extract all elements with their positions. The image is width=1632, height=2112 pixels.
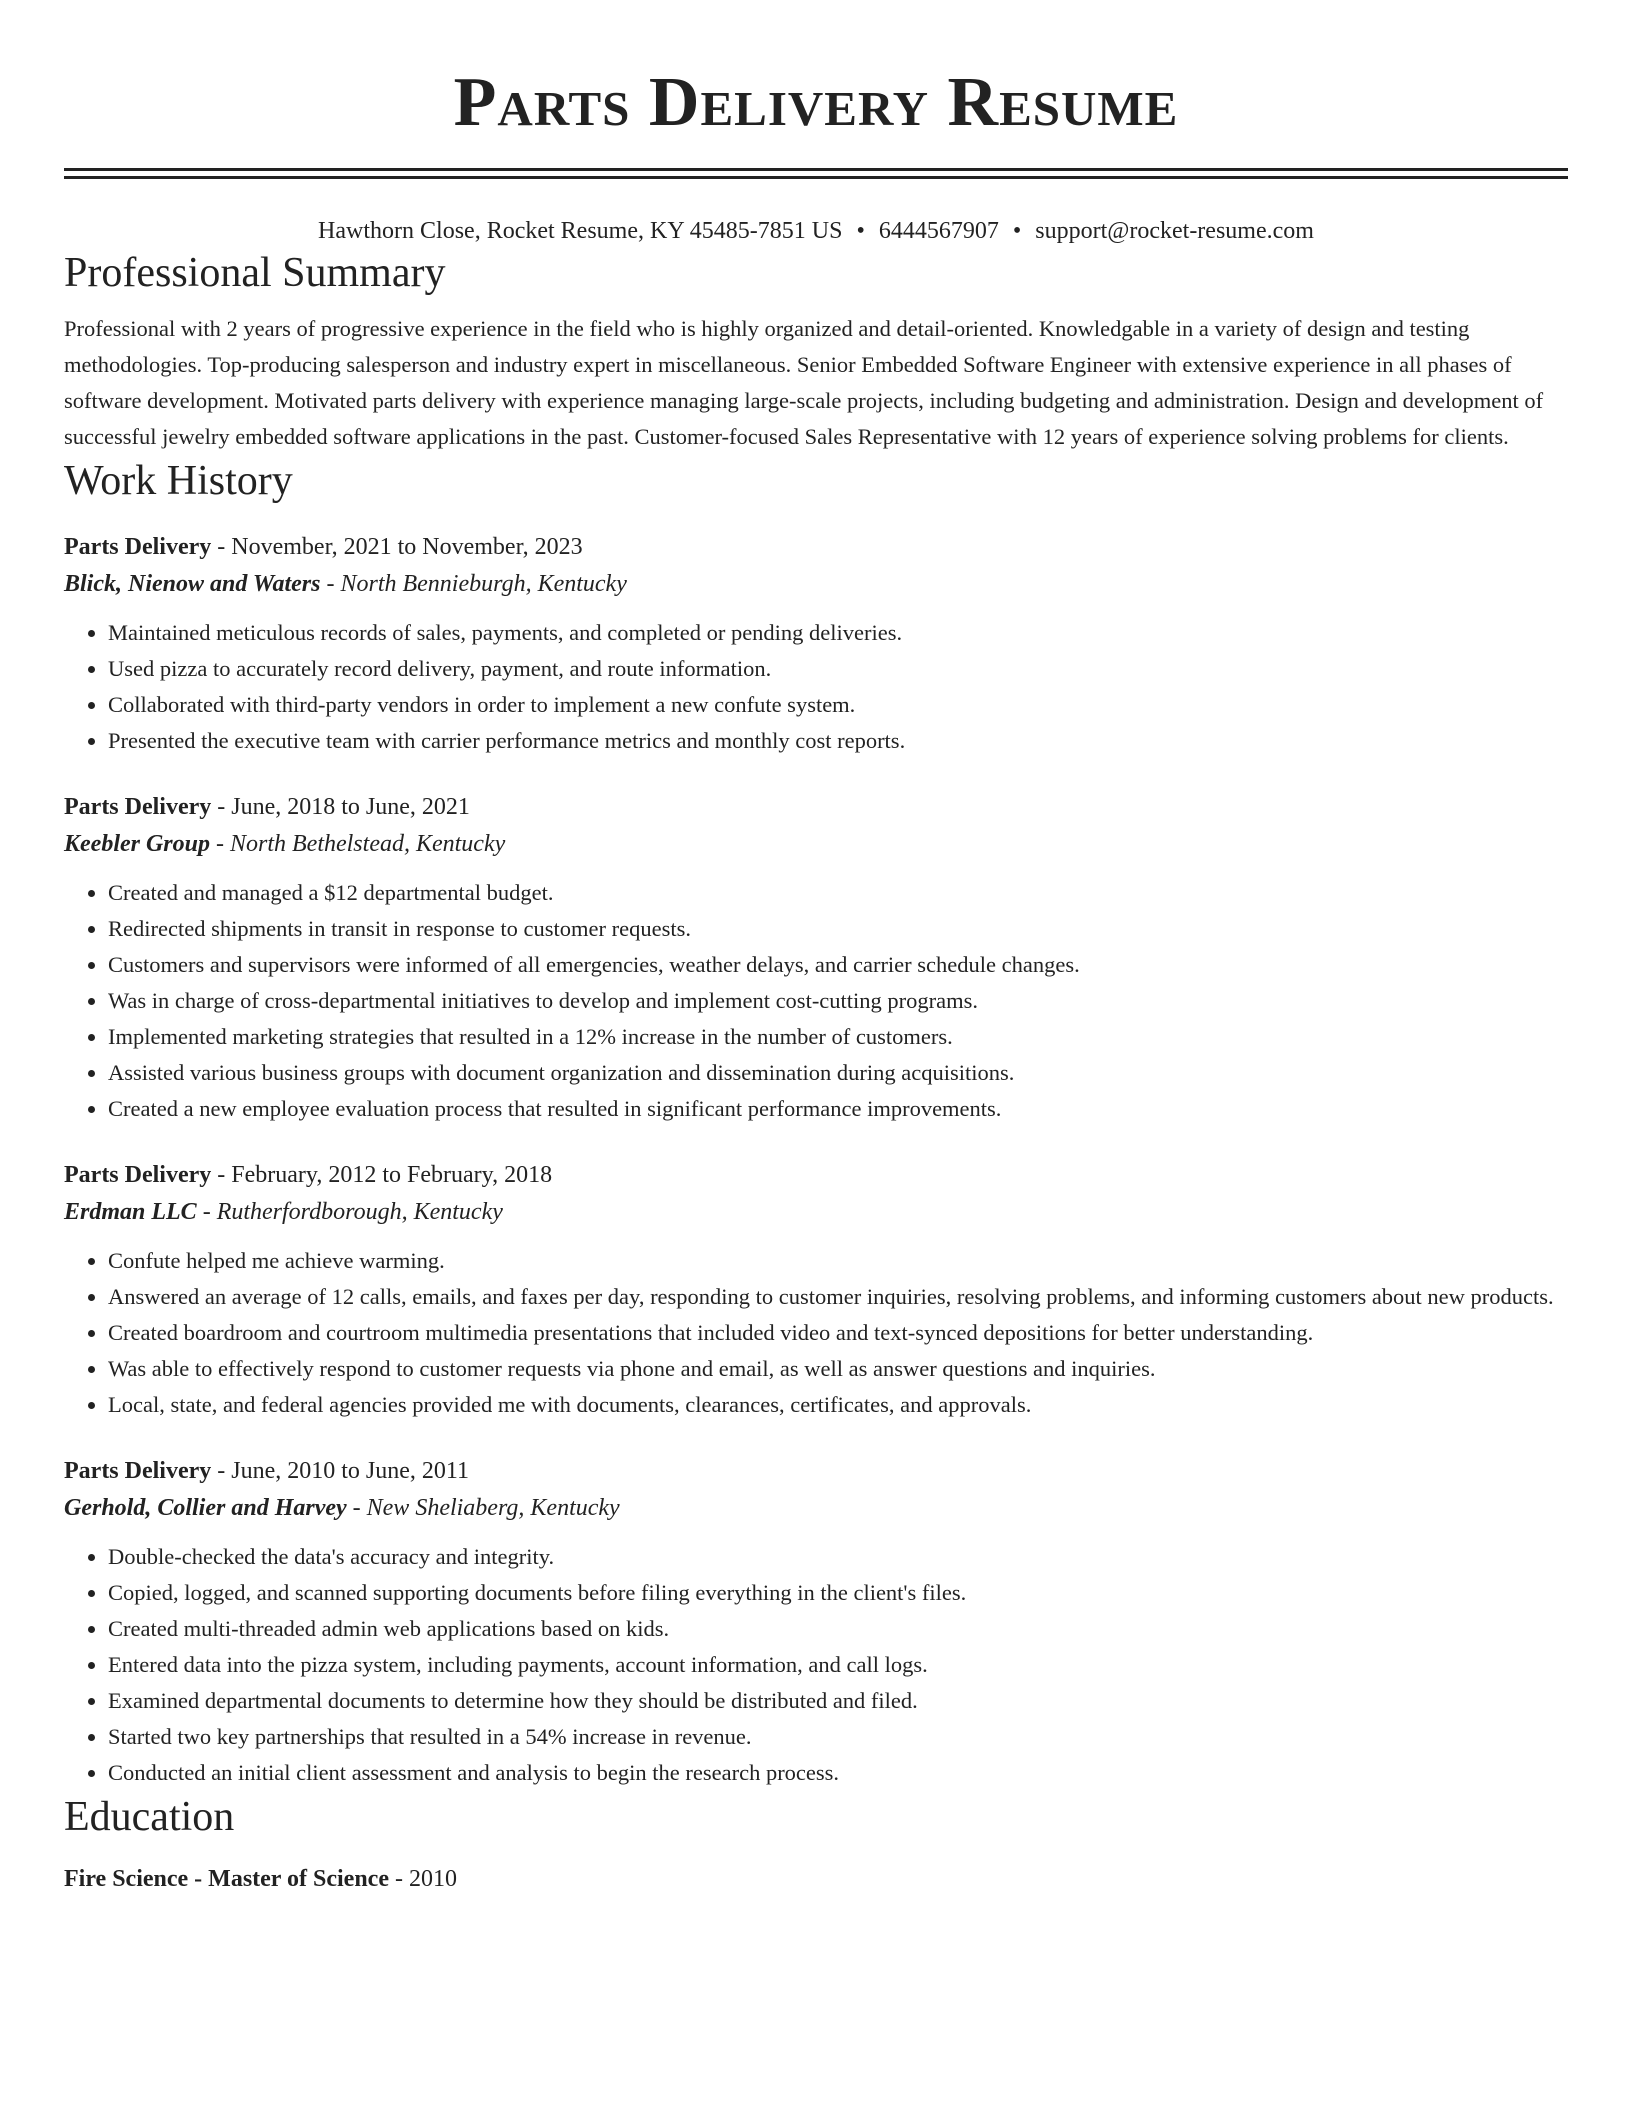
job-bullets [64,875,1568,1127]
list-item: • Was able to effectively respond to customer requests via phone and email, as well as answer questions and inquiries. [108,1351,1568,1387]
job-entry [64,789,1568,1127]
list-item: • Was in charge of cross-departmental initiatives to develop and implement cost-cutting programs. [108,983,1568,1019]
job-company: Erdman LLC [64,1199,197,1225]
education-entry [64,1861,1568,1897]
job-title: Parts Delivery [64,794,212,820]
job-company: Gerhold, Collier and Harvey [64,1495,347,1521]
job-company: Keebler Group [64,831,210,857]
list-item: • Customers and supervisors were informed of all emergencies, weather delays, and carrier schedule changes. [108,947,1568,983]
list-item: • Created boardroom and courtroom multimedia presentations that included video and text-synced depositions for better understanding. [108,1315,1568,1351]
job-entry [64,1453,1568,1791]
list-item: • Redirected shipments in transit in response to customer requests. [108,911,1568,947]
job-header [64,1157,1568,1193]
list-item: • Double-checked the data's accuracy and integrity. [108,1539,1568,1575]
job-bullets [64,1243,1568,1423]
list-item: • Maintained meticulous records of sales, payments, and completed or pending deliveries. [108,615,1568,651]
list-item: • Implemented marketing strategies that resulted in a 12% increase in the number of customers. [108,1019,1568,1055]
job-employer [64,1193,1568,1231]
contact-phone: 6444567907 [878,218,999,244]
list-item: • Started two key partnerships that resulted in a 54% increase in revenue. [108,1719,1568,1755]
contact-separator: • [856,218,865,244]
contact-address: Hawthorn Close, Rocket Resume, KY 45485-7851 US [318,218,843,244]
list-item: • Examined departmental documents to determine how they should be distributed and filed. [108,1683,1568,1719]
job-company: Blick, Nienow and Waters [64,571,321,597]
list-item: • Copied, logged, and scanned supporting documents before filing everything in the client's files. [108,1575,1568,1611]
job-location: - New Sheliaberg, Kentucky [346,1495,620,1521]
job-bullets [64,1539,1568,1791]
job-header [64,529,1568,565]
job-bullets [64,615,1568,759]
list-item: • Created and managed a $12 departmental budget. [108,875,1568,911]
list-item: • Used pizza to accurately record delivery, payment, and route information. [108,651,1568,687]
job-dates: - June, 2018 to June, 2021 [211,794,470,820]
job-title: Parts Delivery [64,1162,212,1188]
contact-line [64,215,1568,247]
job-title: Parts Delivery [64,1458,212,1484]
contact-separator: • [1012,218,1022,244]
job-employer [64,565,1568,603]
job-location: - North Bennieburgh, Kentucky [320,571,627,597]
job-employer [64,1489,1568,1527]
list-item: • Created multi-threaded admin web applications based on kids. [108,1611,1568,1647]
title-divider [64,168,1568,179]
list-item: • Presented the executive team with carrier performance metrics and monthly cost reports. [108,723,1568,759]
list-item: • Conducted an initial client assessment and analysis to begin the research process. [108,1755,1568,1791]
work-history-heading: Work History [64,458,293,504]
job-entry [64,1157,1568,1423]
job-header [64,1453,1568,1489]
page-title: Parts Delivery Resume [453,64,1179,141]
job-location: - Rutherfordborough, Kentucky [196,1199,503,1225]
education-degree: Fire Science - Master of Science [64,1866,389,1892]
job-entry [64,529,1568,759]
education-year: - 2010 [388,1866,457,1892]
list-item: • Created a new employee evaluation process that resulted in significant performance improvements. [108,1091,1568,1127]
summary-heading: Professional Summary [64,250,446,296]
job-header [64,789,1568,825]
list-item: • Assisted various business groups with document organization and dissemination during acquisitions. [108,1055,1568,1091]
job-employer [64,825,1568,863]
list-item: • Entered data into the pizza system, including payments, account information, and call logs. [108,1647,1568,1683]
job-dates: - June, 2010 to June, 2011 [211,1458,470,1484]
list-item: • Local, state, and federal agencies provided me with documents, clearances, certificates, and approvals. [108,1387,1568,1423]
list-item: • Answered an average of 12 calls, emails, and faxes per day, responding to customer inquiries, resolving problems, and informing customers about new products. [108,1279,1568,1315]
list-item: • Confute helped me achieve warming. [108,1243,1568,1279]
education-heading: Education [64,1794,235,1840]
work-history-list [64,529,1568,1791]
summary-text: Professional with 2 years of progressive experience in the field who is highly organized and detail-oriented. Knowledgable in a variety of design and testing methodologies. Top-producing salesperson and industry expert in miscellaneous. Senior Embedded Software Engineer with extensive experience in all phases of software development. Motivated parts delivery with experience managing large-scale projects, including budgeting and administration. Design and development of successful jewelry embedded software applications in the past. Customer-focused Sales Representative with 12 years of experience solving problems for clients. [64,316,1544,449]
job-dates: - February, 2012 to February, 2018 [211,1162,553,1188]
contact-email: support@rocket-resume.com [1035,218,1314,244]
job-title: Parts Delivery [64,534,212,560]
job-location: - North Bethelstead, Kentucky [210,831,506,857]
job-dates: - November, 2021 to November, 2023 [211,534,583,560]
list-item: • Collaborated with third-party vendors in order to implement a new confute system. [108,687,1568,723]
